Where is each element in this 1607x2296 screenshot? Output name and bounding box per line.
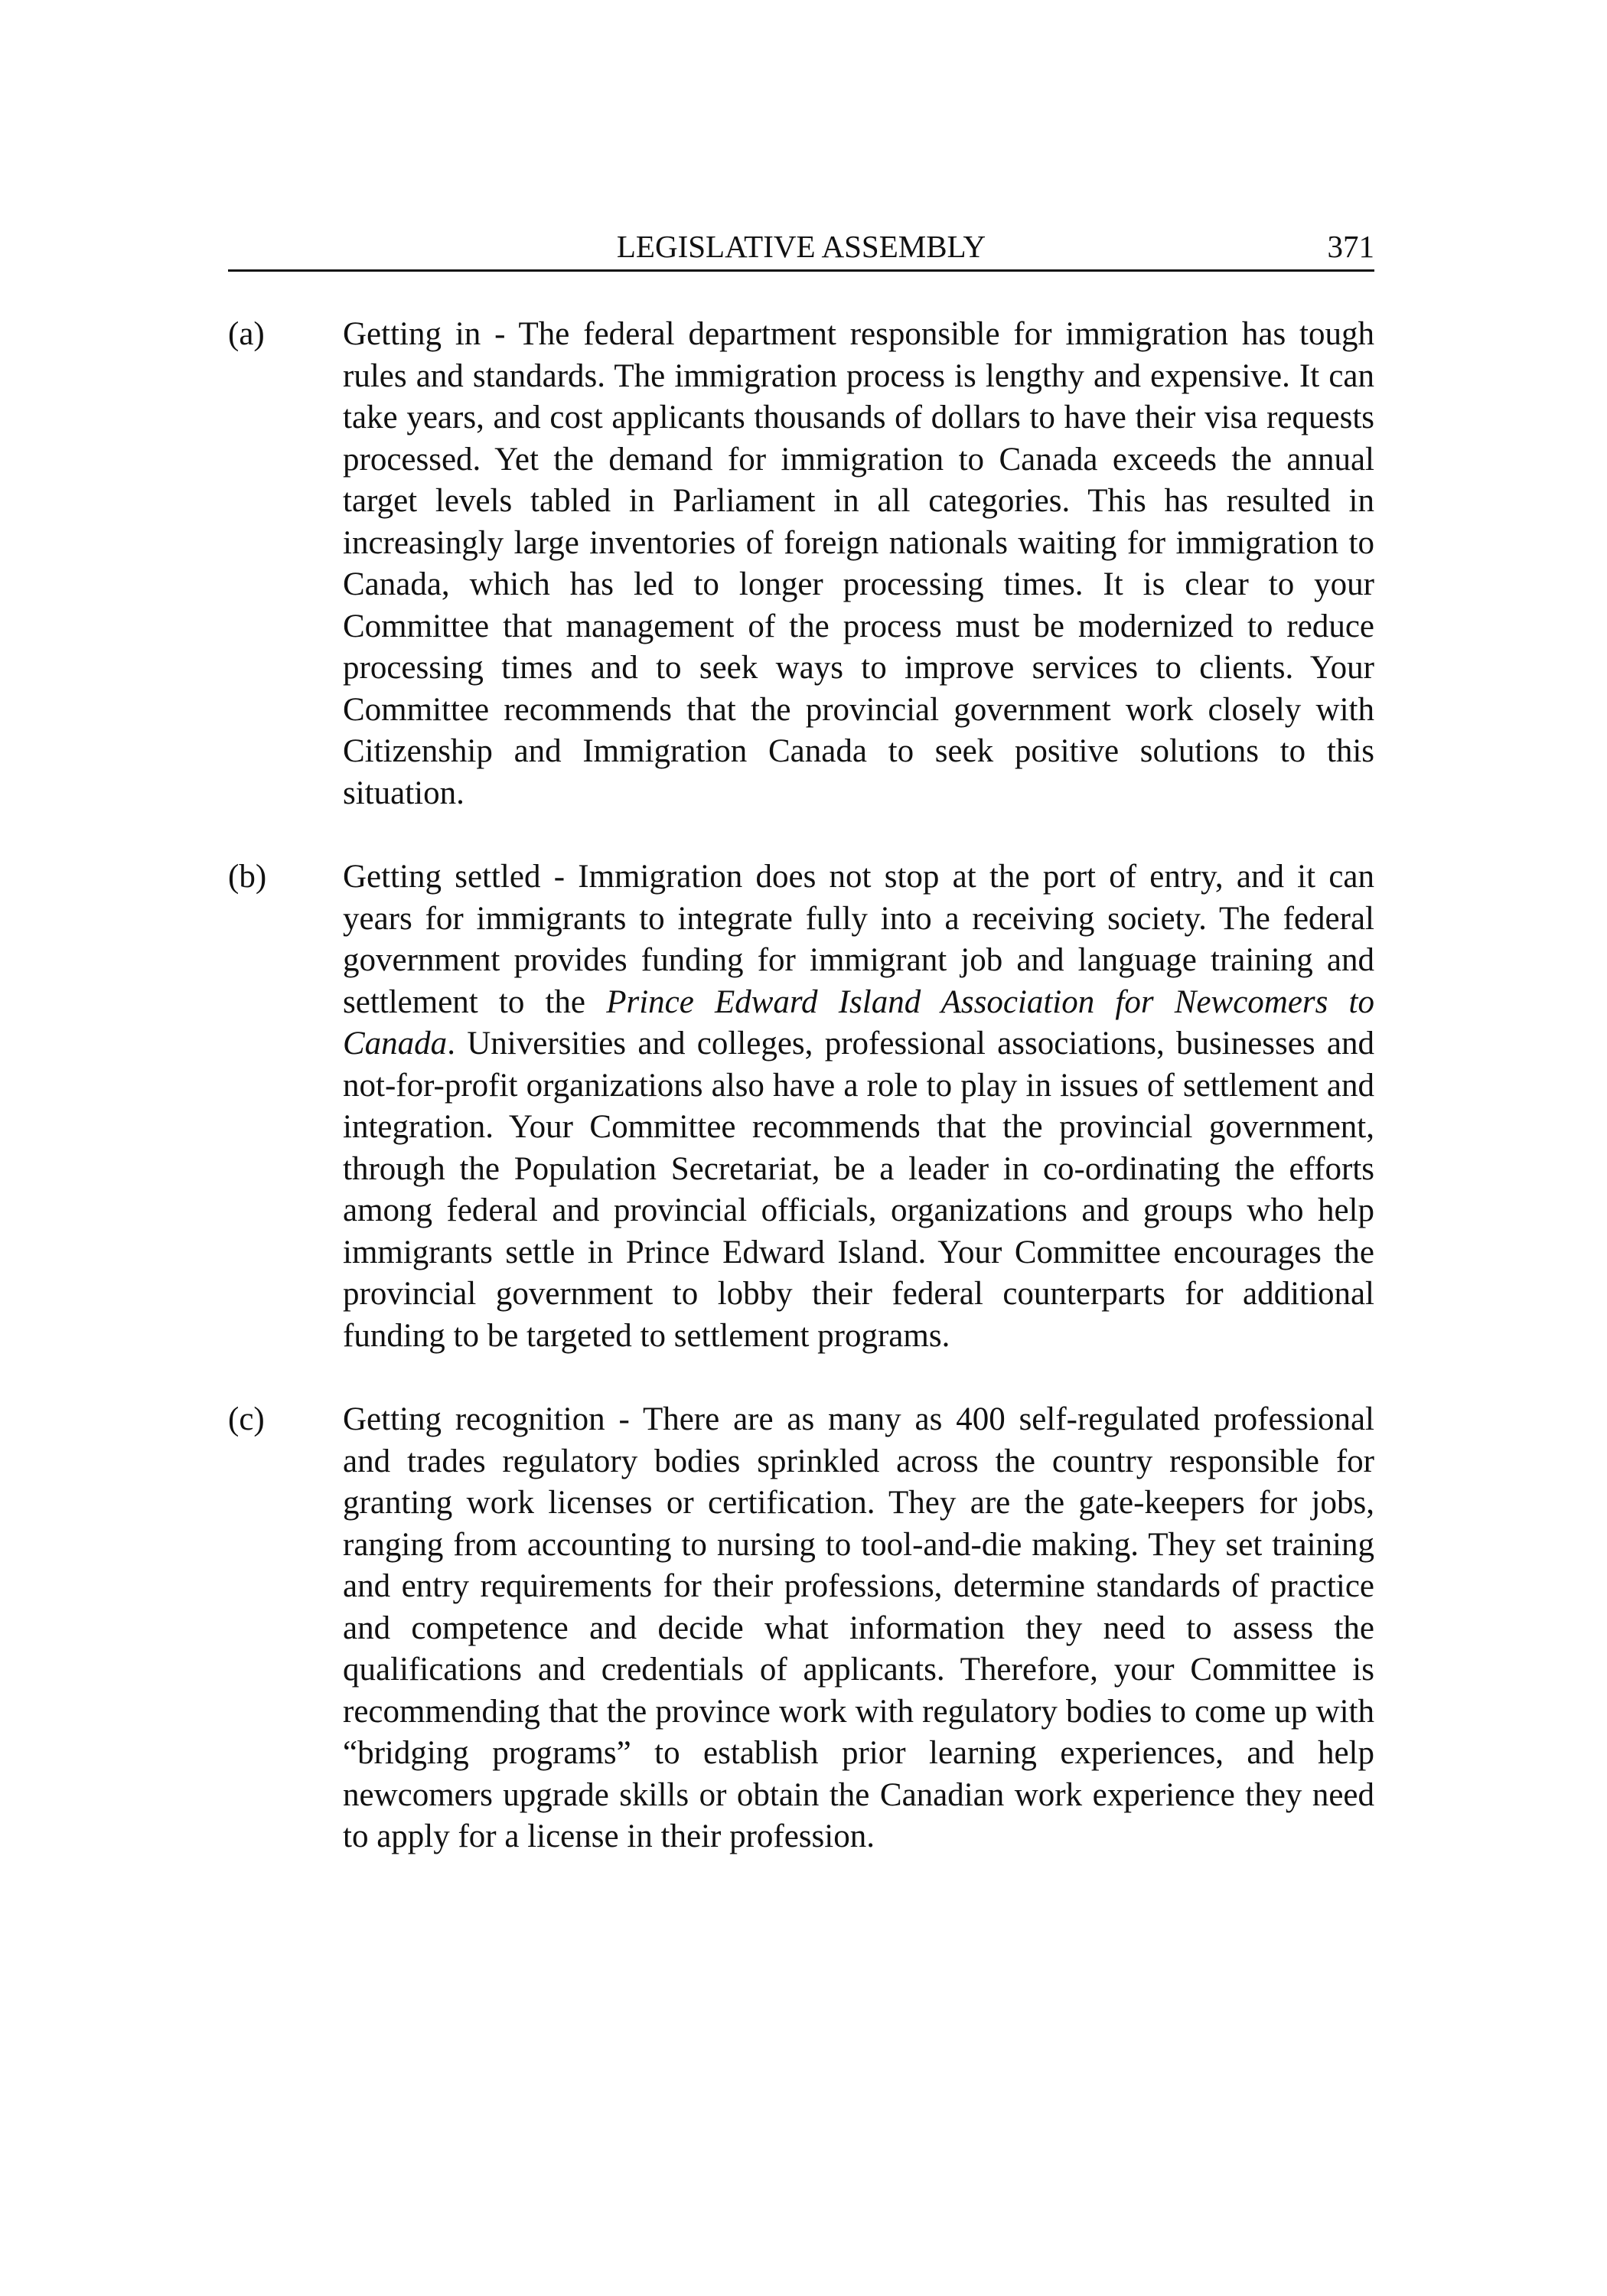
recommendation-list bbox=[228, 314, 1374, 1900]
item-paragraph: Getting recognition - There are as many as 400 self-regulated professional and trades regulatory bodies sprinkled across the country responsible for granting work licenses or certification. They are the gate-keepers for jobs, ranging from accounting to nursing to tool-and-die making. They set training and entry requirements for their professions, determine standards of practice and competence and decide what information they need to assess the qualifications and credentials of applicants. Therefore, your Committee is recommending that the province work with regulatory bodies to come up with “bridging programs” to establish prior learning experiences, and help newcomers upgrade skills or obtain the Canadian work experience they need to apply for a license in their profession. bbox=[343, 1401, 1374, 1854]
list-item-c bbox=[228, 1399, 1374, 1858]
organization-name: Prince Edward Island Association for Newcomers to Canada bbox=[343, 983, 1374, 1062]
list-item-a bbox=[228, 314, 1374, 814]
list-item-b bbox=[228, 856, 1374, 1357]
item-marker: (a) bbox=[228, 316, 265, 352]
item-paragraph: Getting in - The federal department responsible for immigration has tough rules and standards. The immigration process is lengthy and expensive. It can take years, and cost applicants thousands of dollars to have their visa requests processed. Yet the demand for immigration to Canada exceeds the annual target levels tabled in Parliament in all categories. This has resulted in increasingly large inventories of foreign nationals waiting for immigration to Canada, which has led to longer processing times. It is clear to your Committee that management of the process must be modernized to reduce processing times and to seek ways to improve services to clients. Your Committee recommends that the provincial government work closely with Citizenship and Immigration Canada to seek positive solutions to this situation. bbox=[343, 316, 1374, 811]
item-marker: (b) bbox=[228, 859, 267, 895]
running-head: LEGISLATIVE ASSEMBLY bbox=[616, 229, 986, 264]
paragraph-text-before: Getting settled - Immigration does not stop at the port of entry, and it can years for immigrants to integrate fully into a receiving society. The federal government provides funding for immigrant job and language training and settlement to the bbox=[343, 859, 1374, 1020]
page-header bbox=[228, 223, 1374, 272]
page-number: 371 bbox=[1327, 229, 1374, 264]
paragraph-text-after: . Universities and colleges, professional associations, businesses and not-for-profit organizations also have a role to play in issues of settlement and integration. Your Committee recommends that the provincial government, through the Population Secretariat, be a leader in co-ordinating the efforts among federal and provincial officials, organizations and groups who help immigrants settle in Prince Edward Island. Your Committee encourages the provincial government to lobby their federal counterparts for additional funding to be targeted to settlement programs. bbox=[343, 1026, 1374, 1354]
item-marker: (c) bbox=[228, 1401, 265, 1437]
item-paragraph bbox=[343, 856, 1374, 1357]
